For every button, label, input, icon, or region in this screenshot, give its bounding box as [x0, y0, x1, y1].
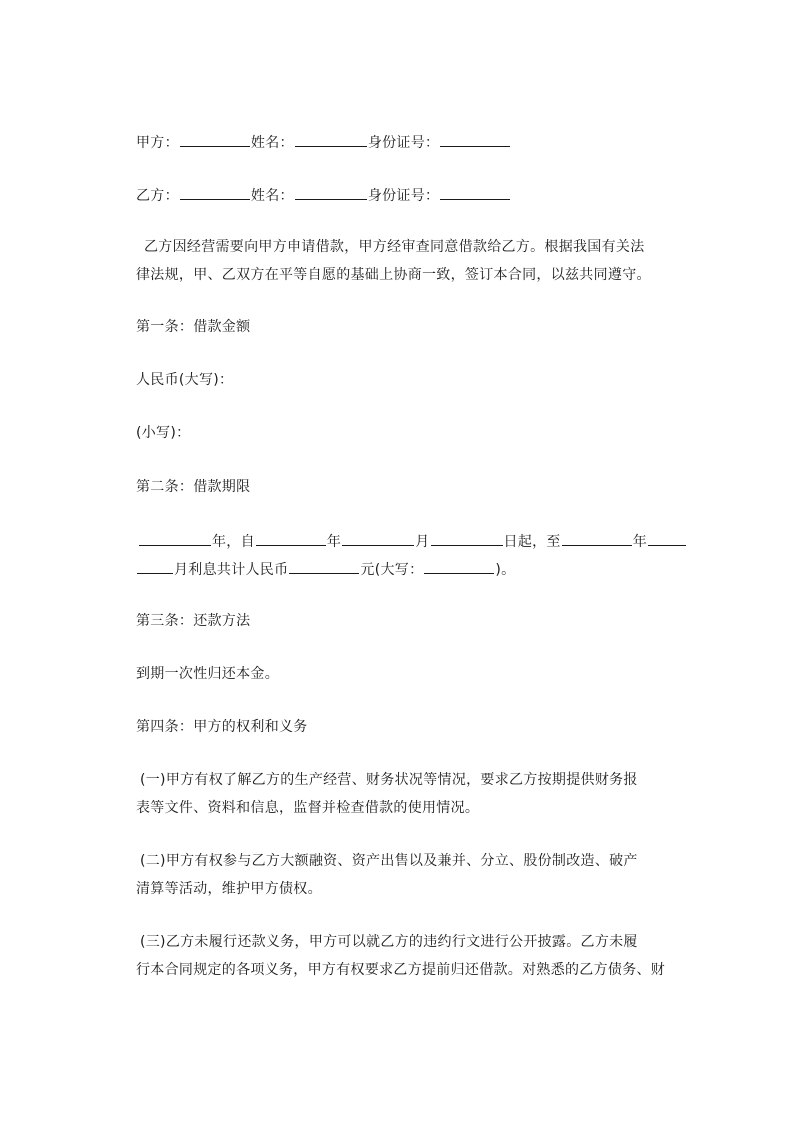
- start-day-blank[interactable]: [431, 530, 503, 546]
- party-a-id-label: 身份证号：: [367, 135, 440, 151]
- article-4-item-3-line-1: (三)乙方未履行还款义务，甲方可以就乙方的违约行文进行公开披露。乙方未履: [140, 934, 638, 950]
- yuan-upper-label: 元(大写：: [360, 562, 424, 578]
- party-a-name-label: 姓名：: [250, 135, 294, 151]
- amount-uppercase-label: 人民币(大写)：: [136, 372, 234, 388]
- article-4-title: 第四条：甲方的权利和义务: [136, 719, 308, 735]
- start-month-label: 月: [415, 534, 430, 550]
- article-2-title: 第二条：借款期限: [136, 479, 251, 495]
- amount-lowercase-label: (小写)：: [136, 425, 191, 441]
- start-year-label: 年: [326, 534, 342, 550]
- term-year-comma: 年，自: [212, 534, 255, 550]
- interest-amount-blank[interactable]: [289, 558, 359, 574]
- start-month-blank[interactable]: [342, 530, 414, 546]
- intro-line-1: 乙方因经营需要向甲方申请借款，甲方经审查同意借款给乙方。根据我国有关法: [144, 239, 645, 255]
- term-line-2: [136, 558, 515, 580]
- article-4-item-2-line-2: 清算等活动，维护甲方债权。: [136, 881, 322, 897]
- end-year-label: 年: [632, 534, 648, 550]
- start-year-blank[interactable]: [256, 530, 326, 546]
- close-paren: )。: [495, 562, 516, 578]
- article-1-title: 第一条：借款金额: [136, 319, 251, 335]
- end-month-blank-end[interactable]: [137, 558, 173, 574]
- party-a-line: [136, 131, 511, 153]
- end-year-blank[interactable]: [562, 530, 632, 546]
- interest-label: 月利息共计人民币: [174, 562, 289, 578]
- article-3-body: 到期一次性归还本金。: [136, 666, 279, 682]
- party-b-label: 乙方：: [136, 188, 179, 204]
- start-day-label: 日起，至: [503, 534, 561, 550]
- party-b-name-blank[interactable]: [295, 184, 367, 200]
- article-3-title: 第三条：还款方法: [136, 613, 251, 629]
- intro-line-2: 律法规，甲、乙双方在平等自愿的基础上协商一致，签订本合同，以兹共同遵守。: [136, 267, 651, 283]
- party-a-id-blank[interactable]: [440, 131, 510, 147]
- article-4-item-1-line-2: 表等文件、资料和信息，监督并检查借款的使用情况。: [136, 800, 480, 816]
- party-b-blank[interactable]: [180, 184, 250, 200]
- party-a-label: 甲方：: [136, 135, 179, 151]
- article-4-item-3-line-2: 行本合同规定的各项义务，甲方有权要求乙方提前归还借款。对熟悉的乙方债务、财: [136, 962, 666, 978]
- party-a-blank[interactable]: [180, 131, 250, 147]
- party-b-id-blank[interactable]: [440, 184, 510, 200]
- party-b-id-label: 身份证号：: [367, 188, 440, 204]
- article-4-item-2-line-1: (二)甲方有权参与乙方大额融资、资产出售以及兼并、分立、股份制改造、破产: [140, 853, 638, 869]
- end-month-blank-start[interactable]: [648, 530, 686, 546]
- party-b-name-label: 姓名：: [250, 188, 294, 204]
- term-years-blank[interactable]: [139, 530, 211, 546]
- article-4-item-1-line-1: (一)甲方有权了解乙方的生产经营、财务状况等情况，要求乙方按期提供财务报: [140, 772, 638, 788]
- party-a-name-blank[interactable]: [295, 131, 367, 147]
- party-b-line: [136, 184, 511, 206]
- term-line-1: [138, 530, 687, 552]
- interest-upper-blank[interactable]: [424, 558, 494, 574]
